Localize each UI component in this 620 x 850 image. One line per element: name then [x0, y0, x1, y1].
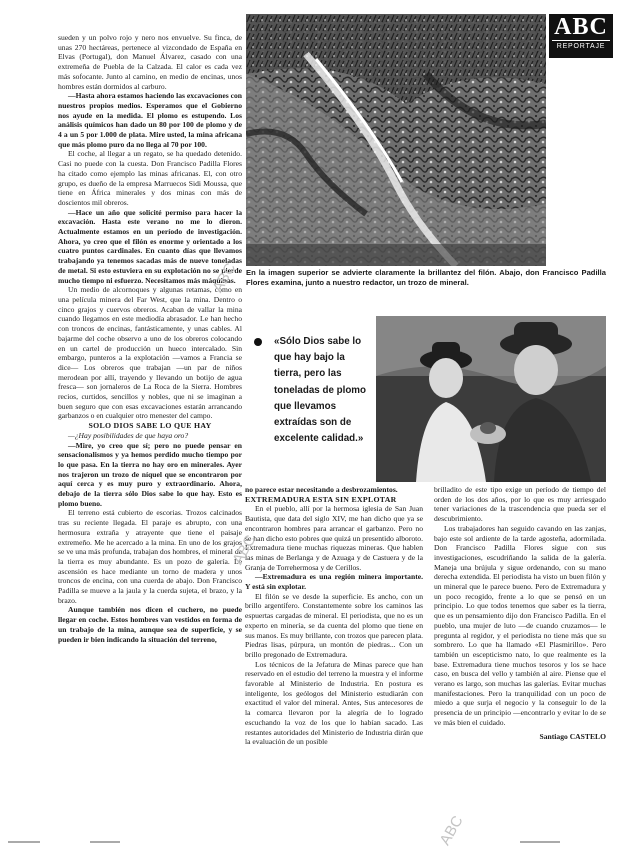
section-masthead: [549, 14, 613, 58]
abc-watermark: [210, 500, 270, 580]
watermark-text: ABC: [209, 260, 240, 296]
interview-question: —¿Hay posibilidades de que haya oro?: [68, 430, 189, 440]
section-heading: EXTREMADURA ESTA SIN EXPLOTAR: [245, 494, 397, 504]
abc-watermark: [190, 228, 250, 308]
article-paragraph: brilladito de este tipo exige un período de tiempo del orden de los dos años, por lo que es muy arriesgado tener variaciones de la trascendencia que pueda ser el descubrimiento.: [434, 485, 606, 524]
watermark-text: ABC: [229, 532, 260, 568]
article-paragraph: En el pueblo, allí por la hermosa iglesia de San Juan Bautista, que data del siglo XIV, me han dicho que ya se encontraron hombres para arrancar el garbanzo. Pero no se han dicho esto pobres que quizá un presentido alboroto. Extremadura tiene muchas riquezas mineras. Que hablen las minas de Berlanga y de Azuaga y de Castuera y de la Granja de Torrehermosa y de Cerillos.: [245, 504, 423, 572]
article-paragraph: El coche, al llegar a un regato, se ha quedado detenido. Casi no puede con la cuesta. Don Francisco Padilla Flores ha citado como ejemplo las minas africanas. El, con otro grupo, es dueño de la empresa Marruecos Sidi Moussa, que tiene en África minerales y dos minas con más de doscientos mil obreros.: [58, 149, 242, 207]
men-examining-mineral-photo: [376, 316, 606, 482]
article-paragraph: El filón se ve desde la superficie. Es ancho, con un brillo argentífero. Constantemente sobre los caminos las espuertas cargadas de mineral. El periodista, que no es un experto en minería, se da cuenta del plomo que tiene en sus manos. Es muy brillante, con trozos que parecen plata. Piedras lisas, púrpura, un montón de piedras... Con un brillo pregonado de Extremadura.: [245, 591, 423, 659]
article-column-middle: [245, 485, 423, 747]
quote-bullet-icon: [254, 338, 262, 346]
watermark-text: ABC: [436, 813, 467, 849]
mine-vein-photo-image: [246, 14, 546, 266]
article-column-right: [434, 485, 606, 741]
article-paragraph-quote: —Hace un año que solicité permiso para hacer la excavación. Hasta este verano no me lo dieron. Actualmente estamos en un período de investigación. Ahora, yo creo que el filón es enorme y orientado a los cuatro puntos cardinales. En cuanto días que llevamos trabajando ya tenemos sacadas más de nueve toneladas de metal. Si esto estuviera en su explotación no se pierde mucho tiempo ni esfuerzo. Necesitamos más máquinas.: [58, 207, 242, 285]
brand-logo: ABC: [554, 14, 608, 40]
men-examining-mineral-image: [376, 316, 606, 482]
photo-caption: En la imagen superior se advierte claramente la brillantez del filón. Abajo, don Francisco Padilla Flores examina, junto a nuestro redactor, un trozo de mineral.: [246, 268, 606, 287]
article-paragraph: Un medio de alcornoques y algunas retamas, como en una película minera del Far West, que la mina. Dentro o cinco grajos y cuervos obreros. Acaban de vallar la mina cuando llegamos en este mediodía abrasador. Le han hecho con troncos de encinas, fantásticamente, y unas cables. Al bajarme del coche observo a uno de los obreros colocando en un cartel de producción un hueco intercalado. Sin embargo, punteros a la explotación —vamos a Francia se dice— Los obreros que trabajan —un par de niños merodean por allí, trayendo y llevando un botijo de agua fresca— son jornaleros de La Roca de la Sierra. Hombres recios, curtidos, sencillos y nobles, que ni se imaginan a buen seguro que con esas excavaciones estarán arrancando garbanzos o en cualquier otro menester del campo.: [58, 285, 242, 421]
pull-quote-text: «Sólo Dios sabe lo que hay bajo la tierra, pero las toneladas de plomo que llevamos extraídas son de excelente calidad.»: [274, 336, 366, 445]
article-paragraph: Los trabajadores han seguido cavando en las zanjas, bajo este sol ardiente de la tarde agosteña, adormilada. Don Francisco Padilla Flores sigue con sus investigaciones, escudriñando la salida de la galería. Maneja una brújula y sigue ordenando, con su mano derecha extendida. El periodista ha visto un buen filón y un mineral que le parece bueno. Pero de Extremadura y un poco recogido, frente a lo que se pensó en un principio. Lo que todos tenemos que saber es la tierra, que es un pensamiento dijo don Francisco Padilla. En el pueblo, una mujer de luto —de cuando cruzamos— le pregunta al regidor, y el periodista no tiene más que su sombrero. Lo que ha llamado «El Plasmirillo». Pero también un escepticismo nato, lo que realmente es la base. Extremadura tiene muchos tesoros y los se hace caso, en busca del vello y también al aire. Piense que el verano es largo, son muchas las galerías. Evitar muchas manifestaciones. Pero la tranquilidad con un poco de miedo a que surja el negocio y la conseguir lo de la presencia de un principio —encontrarlo y evitar lo de se ve más bien el cuidado.: [434, 523, 606, 727]
section-heading: SOLO DIOS SABE LO QUE HAY: [88, 421, 212, 431]
article-paragraph-quote: —Hasta ahora estamos haciendo las excavaciones con nuestros propios medios. Esperamos que el Gobierno nos ayude en la medida. El plomo es estupendo. Los análisis químicos han dado un 80 por 100 de plomo y de 4 a un 5 por 1.000 de plata. Mire usted, la mina africana que más plomo puro da no llega al 70 por 100.: [58, 91, 242, 149]
pull-quote: [246, 316, 372, 482]
article-paragraph-quote: Aunque también nos dicen el cuchero, no puede llegar en coche. Estos hombres van vestidos en forma de un trabajo de la mina, aunque sea de superficie, y se pueden ir bien indicando la situación del terreno,: [58, 605, 242, 644]
footer-rule: [0, 840, 620, 845]
article-paragraph: sueden y un polvo rojo y nero nos envuelve. Su finca, de unas 270 hectáreas, pertenece al vizcondado de España en Elvas (Portugal), don Manuel Álvarez, casado con una extremeña de Puebla de la Calzada. El calor es cada vez más sofocante. Junto al camino, en medio de encinas, unos hombres están dormidos al carburo.: [58, 33, 242, 91]
article-paragraph: Los técnicos de la Jefatura de Minas parece que han reservado en el estudio del terreno la muestra y el informe favorable al Ministerio de Industria. En postura es inteligente, los geólogos del Ministerio estudiarán con exactitud el valor del mineral. Antes, Sus antecesores de la comarca llevaron por la alegría de lo logrado escuchando la voz de los que lo habían sacado. Las restantes autoridades del Ministerio de Industria dirán que la evaluación de un posible: [245, 659, 423, 747]
article-paragraph: no parece estar necesitando a desbrozamientos.: [245, 485, 398, 494]
article-paragraph: El terreno está cubierto de escorias. Trozos calcinados tras su reciente llegada. El paraje es abrupto, con una hermosura extraña y atrayente que tiene el paisaje extremeño. Me he acercado a la mina. En uno de los grajos se ve una más profunda, trabajan dos hombres, el mineral de la tierra es muy abundante. Es un pozo de galería. Le ascensión es hace mediante un torno de madera y unos troncos de encina, con una cuerda de abajo. Don Francisco Padilla se mueve a la jaula y la cuerda sujeta, el brazo, y la brazo.: [58, 508, 242, 605]
interview-answer: —Mire, yo creo que sí; pero no puede pensar en sensacionalismos y ya hemos perdido mucho tiempo por lo que pasa. En la tierra no hay oro en minerales. Ayer nos trajeron un trozo de níquel que se encontraron por aquí cerca y es muy puro y extraordinario. Ahora, debajo de la tierra sólo Dios sabe lo que hay. Esto es plomo bueno.: [58, 440, 242, 508]
mine-vein-photo: [246, 14, 546, 266]
interview-answer: —Extremadura es una región minera importante. Y está sin explotar.: [245, 572, 423, 592]
author-signature: Santiago CASTELO: [539, 731, 606, 741]
section-label: REPORTAJE: [552, 40, 610, 50]
